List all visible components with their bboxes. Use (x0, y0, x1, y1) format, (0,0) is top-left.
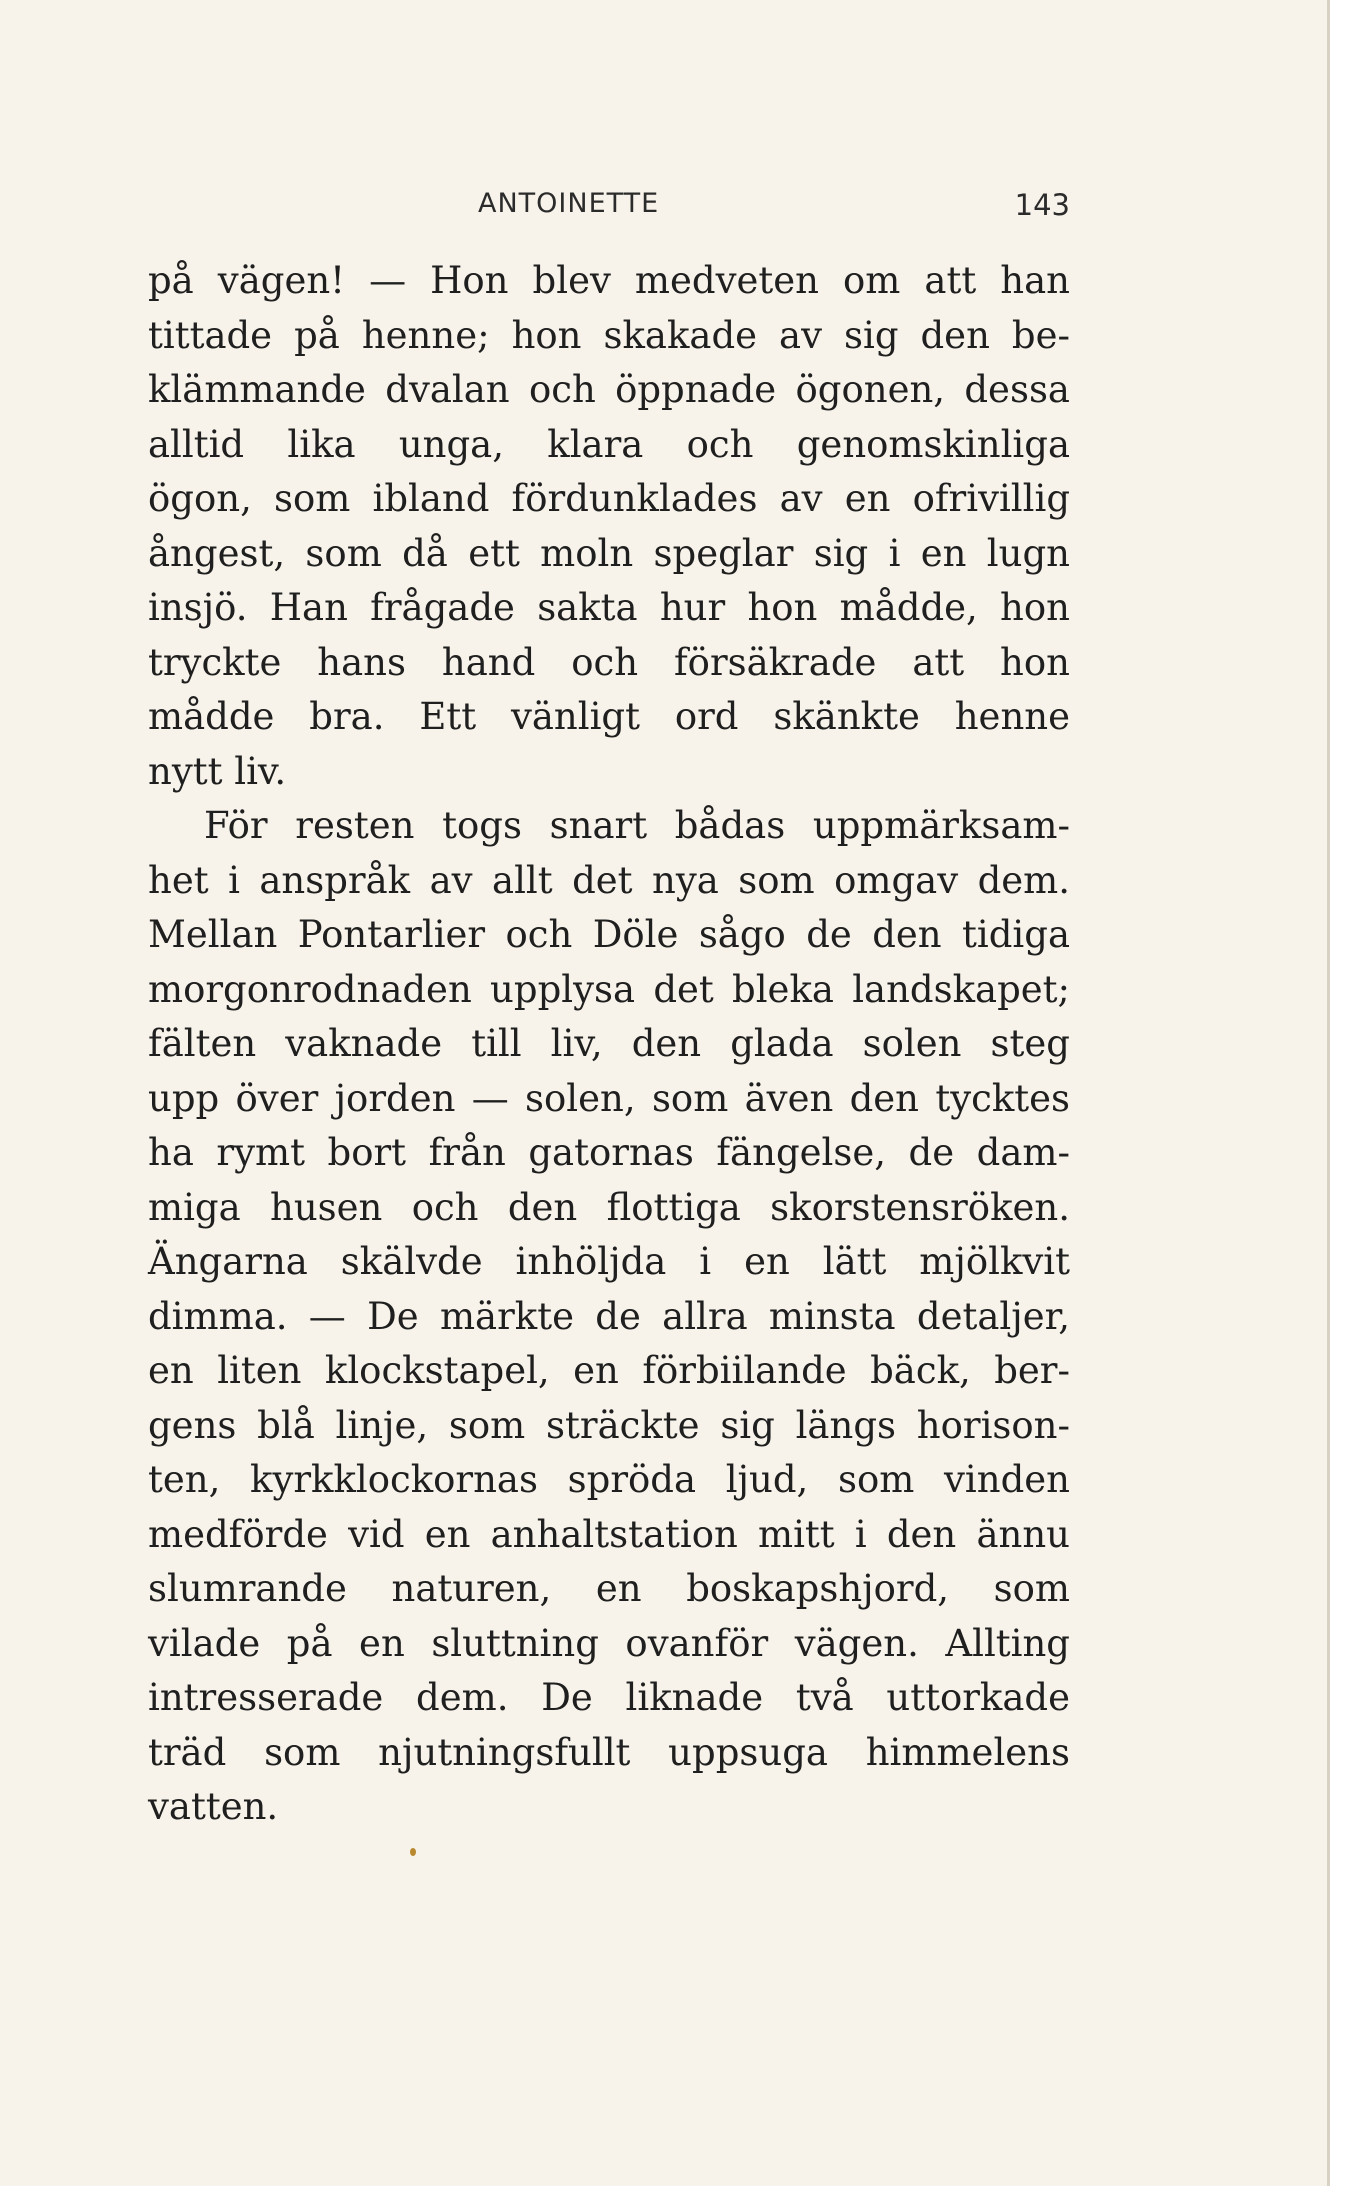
text-line: ha rymt bort från gatornas fängelse, de dam- (148, 1131, 1070, 1174)
text-line: Mellan Pontarlier och Döle sågo de den tidiga (148, 913, 1070, 956)
text-line: medförde vid en anhaltstation mitt i den ännu (148, 1512, 1070, 1556)
body-text (148, 254, 1070, 1835)
running-title: ANTOINETTE (478, 188, 660, 219)
page-header (148, 188, 1070, 228)
text-line: morgonrodnaden upplysa det bleka landskapet; (148, 967, 1070, 1011)
text-line: vatten. (148, 1785, 279, 1828)
text-line: intresserade dem. De liknade två uttorkade (148, 1676, 1070, 1719)
text-line: vilade på en sluttning ovanför vägen. Allting (148, 1621, 1070, 1665)
text-line: ten, kyrkklockornas spröda ljud, som vinden (148, 1458, 1070, 1501)
text-line: För resten togs snart bådas uppmärksam- (204, 804, 1070, 847)
text-line: på vägen! — Hon blev medveten om att han (148, 259, 1070, 302)
text-line: alltid lika unga, klara och genomskinliga (148, 422, 1070, 466)
text-line: nytt liv. (148, 749, 287, 793)
text-line: Ängarna skälvde inhöljda i en lätt mjölkvit (148, 1240, 1070, 1283)
text-line: mådde bra. Ett vänligt ord skänkte henne (148, 695, 1070, 738)
text-line: insjö. Han frågade sakta hur hon mådde, hon (148, 586, 1070, 629)
text-line: gens blå linje, som sträckte sig längs horison- (148, 1403, 1070, 1447)
text-line: het i anspråk av allt det nya som omgav dem. (148, 858, 1070, 902)
page-number: 143 (1014, 188, 1070, 222)
text-line: miga husen och den flottiga skorstensröken. (148, 1185, 1070, 1229)
text-line: träd som njutningsfullt uppsuga himmelens (148, 1730, 1070, 1774)
text-line: upp över jorden — solen, som även den tycktes (148, 1076, 1070, 1120)
text-line: ögon, som ibland fördunklades av en ofrivillig (148, 477, 1070, 520)
text-line: tittade på henne; hon skakade av sig den be- (148, 313, 1070, 357)
text-line: fälten vaknade till liv, den glada solen steg (148, 1022, 1070, 1065)
text-line: dimma. — De märkte de allra minsta detaljer, (148, 1294, 1070, 1338)
text-line: tryckte hans hand och försäkrade att hon (148, 640, 1070, 684)
text-line: en liten klockstapel, en förbiilande bäck, ber- (148, 1349, 1070, 1392)
text-line: slumrande naturen, en boskapshjord, som (148, 1567, 1070, 1610)
ink-speck (410, 1848, 416, 1856)
text-line: klämmande dvalan och öppnade ögonen, dessa (148, 368, 1070, 411)
text-line: ångest, som då ett moln speglar sig i en lugn (148, 531, 1070, 575)
